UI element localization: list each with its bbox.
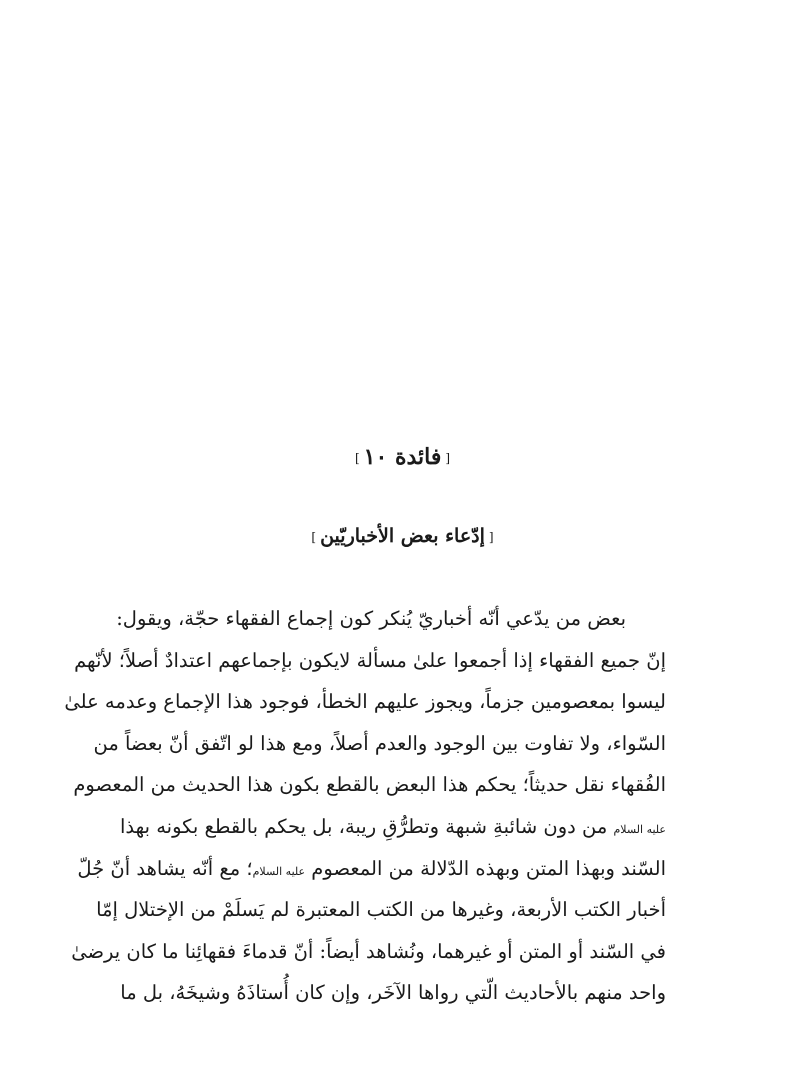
body-line: بعض من يدّعي أنّه أخباريّ يُنكر كون إجماع الفقهاء حجّة، ويقول:: [116, 607, 626, 630]
section-title: [0, 440, 805, 475]
subtitle-text: إدّعاء بعض الأخباريّين: [320, 525, 485, 547]
body-line: أخبار الكتب الأربعة، وغيرها من الكتب المعتبرة لم يَسلَمْ من الإختلال إمّا: [96, 898, 666, 922]
body-paragraph: [64, 598, 666, 1014]
body-line-text: السّند وبهذا المتن وبهذه الدّلالة من المعصوم: [305, 856, 666, 880]
honorific-note: عليه السلام: [613, 822, 666, 836]
body-line: إنّ جميع الفقهاء إذا أجمعوا علىٰ مسألة لايكون بإجماعهم اعتدادٌ أصلاً؛ لأنّهم: [74, 648, 666, 672]
title-open-bracket: [: [445, 451, 451, 465]
body-line: [77, 848, 666, 890]
honorific-note: عليه السلام: [252, 864, 306, 878]
body-line-text: ؛ مع أنّه يشاهد أنّ جُلّ: [77, 856, 253, 880]
section-subtitle: [0, 520, 805, 553]
body-line: السّواء، ولا تفاوت بين الوجود والعدم أصلاً، ومع هذا لو اتّفق أنّ بعضاً من: [93, 731, 666, 755]
body-line-text: من دون شائبةِ شبهة وتطرُّقِ ريبة، بل يحكم بالقطع بكونه بهذا: [119, 814, 614, 838]
body-line: الفُقهاء نقل حديثاً؛ يحكم هذا البعض بالقطع بكون هذا الحديث من المعصوم: [73, 773, 666, 797]
subtitle-open-bracket: [: [488, 530, 494, 544]
subtitle-close-bracket: ]: [311, 530, 317, 544]
body-line: واحد منهم بالأحاديث الّتي رواها الآخَر، وإن كان أُستاذَهُ وشيخَهُ، بل ما: [120, 981, 666, 1005]
body-line: [119, 806, 666, 848]
section-number: ١٠: [363, 444, 388, 470]
body-line: في السّند أو المتن أو غيرهما، ونُشاهد أيضاً: أنّ قدماءَ فقهائِنا ما كان يرضىٰ: [71, 939, 666, 963]
title-close-bracket: ]: [354, 451, 360, 465]
body-line: ليسوا بمعصومين جزماً، ويجوز عليهم الخطأ، فوجود هذا الإجماع وعدمه علىٰ: [64, 690, 666, 714]
title-text: فائدة: [394, 444, 442, 470]
